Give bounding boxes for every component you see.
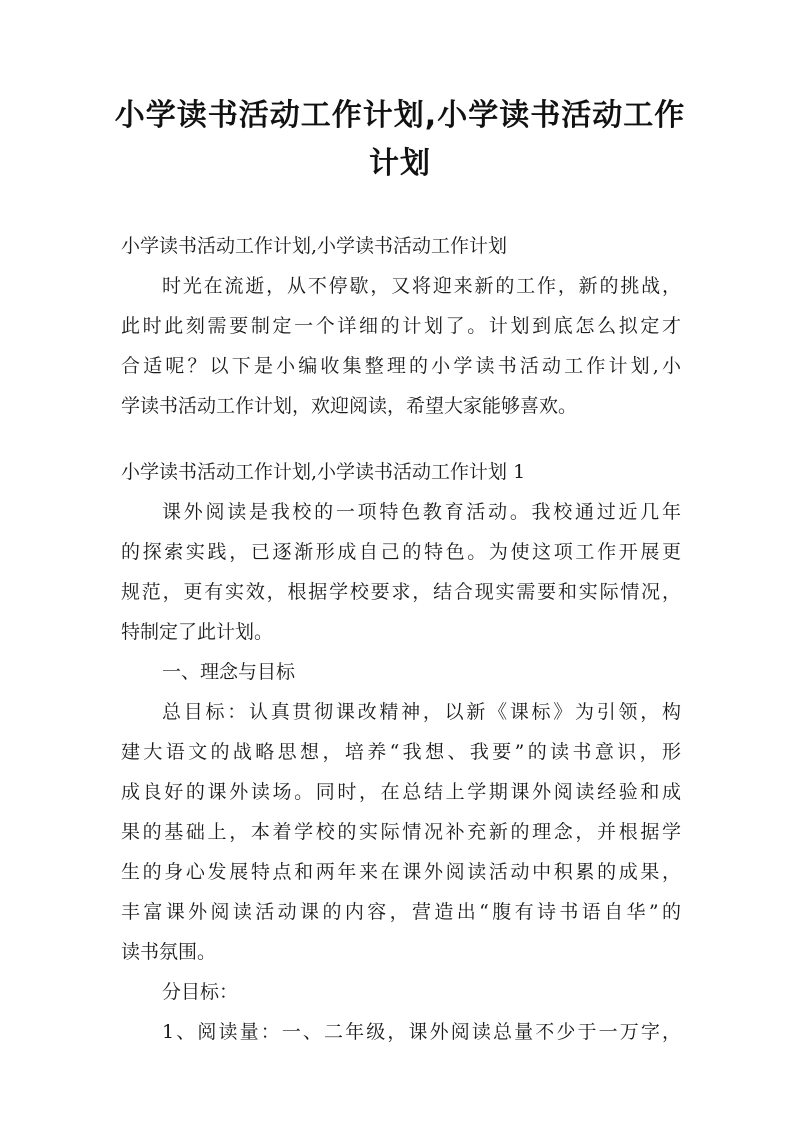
paragraph-line: 规范，更有实效，根据学校要求，结合现实需要和实际情况，	[121, 581, 681, 603]
paragraph-line: 合适呢？以下是小编收集整理的小学读书活动工作计划,小	[121, 355, 681, 377]
paragraph-line: 成良好的课外读场。同时，在总结上学期课外阅读经验和成	[121, 781, 681, 803]
subheading: 分目标：	[162, 981, 239, 1003]
intro-heading: 小学读书活动工作计划,小学读书活动工作计划	[121, 235, 508, 257]
title-line-1: 小学读书活动工作计划,小学读书活动工作	[114, 98, 686, 133]
paragraph-line: 此时此刻需要制定一个详细的计划了。计划到底怎么拟定才	[121, 315, 681, 337]
document-body	[121, 226, 681, 1052]
paragraph-line: 特制定了此计划。	[121, 621, 274, 643]
section-heading: 小学读书活动工作计划,小学读书活动工作计划 1	[121, 461, 526, 483]
paragraph-line: 课外阅读是我校的一项特色教育活动。我校通过近几年	[162, 501, 681, 523]
paragraph-line: 果的基础上，本着学校的实际情况补充新的理念，并根据学	[121, 821, 681, 843]
paragraph-line: 的探索实践，已逐渐形成自己的特色。为使这项工作开展更	[121, 541, 681, 563]
paragraph-line: 丰富课外阅读活动课的内容，营造出“腹有诗书语自华”的	[121, 901, 681, 923]
document-title	[110, 92, 690, 188]
paragraph-line: 1、阅读量：一、二年级，课外阅读总量不少于一万字，	[162, 1021, 681, 1043]
paragraph-line: 读书氛围。	[121, 941, 217, 963]
paragraph-line: 建大语文的战略思想，培养“我想、我要”的读书意识，形	[121, 741, 681, 763]
paragraph-line: 生的身心发展特点和两年来在课外阅读活动中积累的成果，	[121, 861, 681, 883]
title-line-2: 计划	[369, 146, 431, 181]
paragraph-line: 时光在流逝，从不停歇，又将迎来新的工作，新的挑战，	[162, 275, 681, 297]
subheading: 一、理念与目标	[162, 661, 296, 683]
paragraph-line: 学读书活动工作计划，欢迎阅读，希望大家能够喜欢。	[121, 395, 578, 417]
paragraph-line: 总目标：认真贯彻课改精神，以新《课标》为引领，构	[162, 701, 681, 723]
section-spacer	[121, 426, 681, 452]
